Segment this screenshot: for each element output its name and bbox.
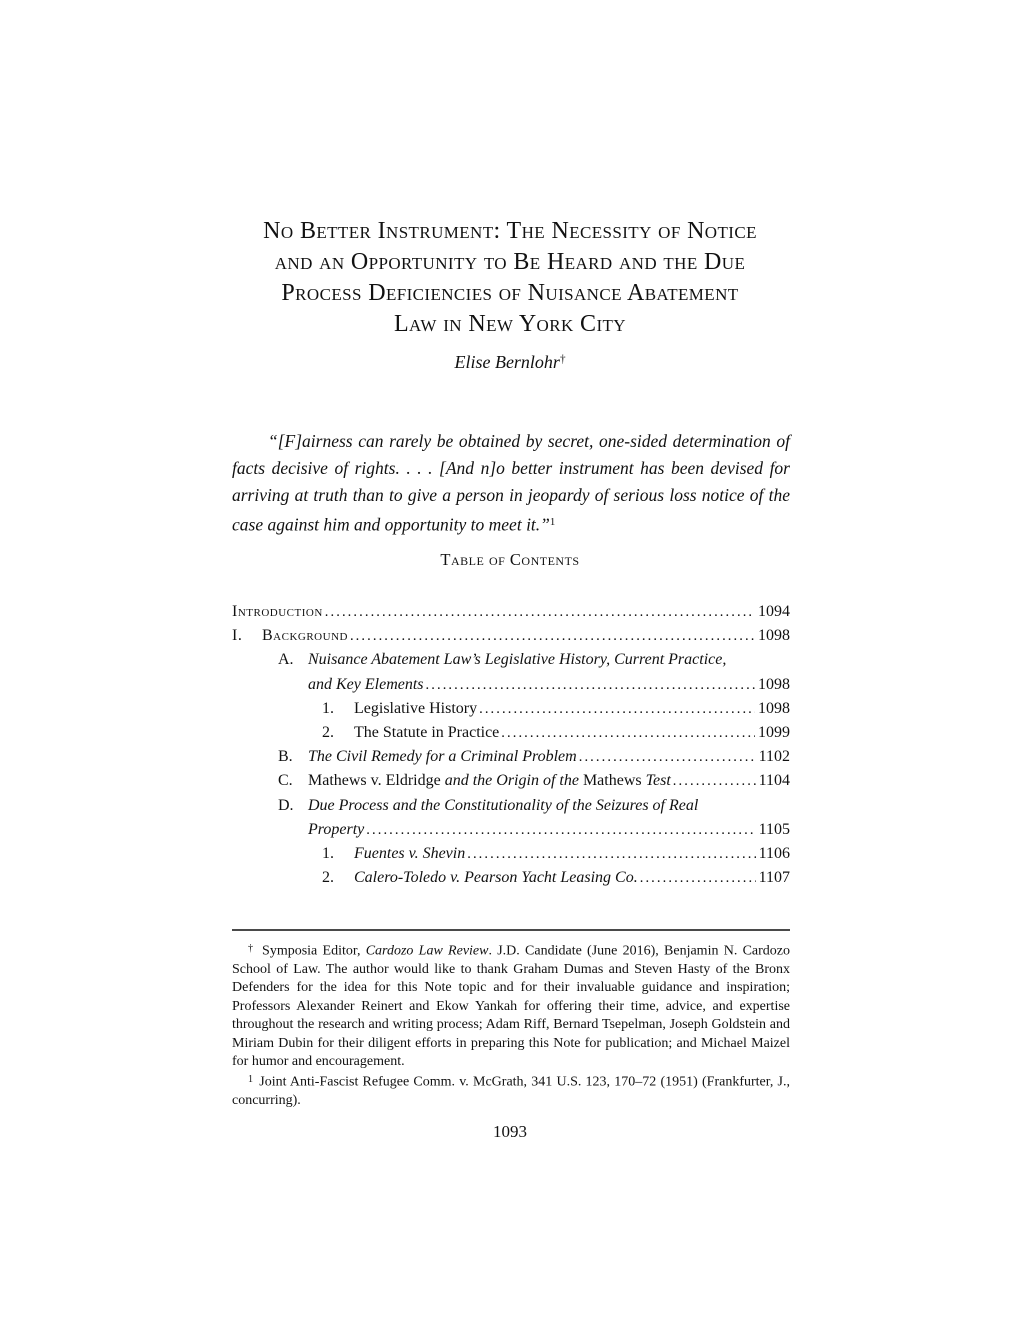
toc-entry-label: The Civil Remedy for a Criminal Problem [308,748,577,766]
toc-entry-a [232,648,790,672]
title-line-1: No Better Instrument: The Necessity of Notice [263,218,757,244]
toc-entry-num: 2. [322,869,334,887]
toc-entry-page: 1098 [758,675,790,693]
toc-entry-num: 1. [322,845,334,863]
toc-entry-page: 1098 [758,627,790,645]
toc-entry-page: 1105 [758,820,790,838]
toc-entry-num: B. [278,748,293,766]
journal-title: Cardozo Law Review [365,943,489,959]
footnote-1 [232,1071,790,1110]
toc-entry-num: D. [278,796,294,814]
toc-entry-page: 1098 [758,699,790,717]
toc-entry-page: 1102 [758,748,790,766]
toc-entry-label: Introduction [232,603,323,620]
title-line-4: Law in New York City [394,311,626,337]
dot-leader [579,745,756,769]
table-of-contents [232,600,790,890]
toc-entry-d [232,794,790,818]
page-number: 1093 [493,1122,527,1141]
toc-entry-label: Fuentes v. Shevin [354,845,466,863]
dot-leader [366,818,755,842]
toc-entry-d2 [232,866,790,890]
toc-entry-page: 1104 [758,772,790,790]
footnote-1-mark: 1 [248,1074,254,1086]
footnote-1-text: Joint Anti-Fascist Refugee Comm. v. McGrath, 341 U.S. 123, 170–72 (1951) (Frankfurter, J., concurring). [232,1074,790,1109]
toc-entry-label: Legislative History [354,699,478,717]
author-byline [0,352,1020,373]
toc-entry-a1 [232,697,790,721]
toc-entry-page: 1106 [758,845,790,863]
toc-entry-label: The Statute in Practice [354,724,500,742]
dot-leader [426,673,755,697]
toc-entry-label: Due Process and the Constitutionality of the Seizures of Real [308,796,699,814]
footnote-separator-rule [232,929,790,931]
epigraph-text: “[F]airness can rarely be obtained by secret, one-sided determination of facts decisive of rights. . . . [And n]o better instrument has been devised for arriving at truth than to give a person in jeopardy of serious loss notice of the case against him and opportunity to meet it.” [232,431,790,535]
toc-entry-num: C. [278,772,293,790]
toc-entry-c [232,769,790,793]
dot-leader [467,842,755,866]
toc-entry-label: Background [262,627,348,645]
toc-entry-label: and Key Elements [308,675,424,693]
toc-entry-page: 1099 [758,724,790,742]
epigraph-footnote-ref: 1 [549,516,556,528]
toc-entry-label: Mathews v. Eldridge and the Origin of the Mathews Test [308,772,671,790]
toc-entry-a-continuation [232,673,790,697]
dot-leader [673,769,756,793]
dot-leader [501,721,755,745]
toc-entry-label: Property [308,820,365,838]
toc-entry-num: 2. [322,724,334,742]
title-line-3: Process Deficiencies of Nuisance Abatement [281,280,739,306]
author-name: Elise Bernlohr [454,352,560,372]
toc-entry-page: 1094 [758,603,790,620]
toc-entry-page: 1107 [758,869,790,887]
toc-entry-num: I. [232,627,243,645]
footnote-dagger-text-pre: Symposia Editor, [256,943,366,959]
toc-entry-introduction [232,600,790,624]
toc-heading: Table of Contents [440,550,580,569]
toc-entry-background [232,624,790,648]
footnote-dagger-text: . J.D. Candidate (June 2016), Benjamin N. Cardozo School of Law. The author would like to thank Graham Dumas and Steven Hasty of the Bronx Defenders for the idea for this Note topic and for their invaluable guidance and inspiration; Professors Alexander Reinert and Ekow Yankah for offering their time, advice, and expertise throughout the research and writing process; Adam Riff, Bernard Tsepelman, Joseph Goldstein and Miriam Dubin for their diligent efforts in preparing this Note for publication; and Michael Maizel for humor and encouragement. [232,943,791,1069]
toc-entry-num: A. [278,651,294,669]
dot-leader [325,600,755,624]
toc-entry-label: Calero-Toledo v. Pearson Yacht Leasing Co. [354,869,638,887]
dot-leader [479,697,755,721]
article-title [0,216,1020,340]
toc-entry-label: Nuisance Abatement Law’s Legislative History, Current Practice, [308,651,727,669]
footnote-dagger [232,940,790,1071]
toc-entry-num: 1. [322,699,334,717]
dot-leader [350,624,755,648]
footnotes-block [232,940,790,1111]
title-line-2: and an Opportunity to Be Heard and the Due [274,249,746,275]
footnote-dagger-mark: † [248,943,255,954]
author-dagger-mark: † [559,353,566,366]
toc-entry-a2 [232,721,790,745]
toc-entry-d1 [232,842,790,866]
dot-leader [640,866,756,890]
toc-entry-d-continuation [232,818,790,842]
epigraph-quote [232,428,790,538]
toc-entry-b [232,745,790,769]
